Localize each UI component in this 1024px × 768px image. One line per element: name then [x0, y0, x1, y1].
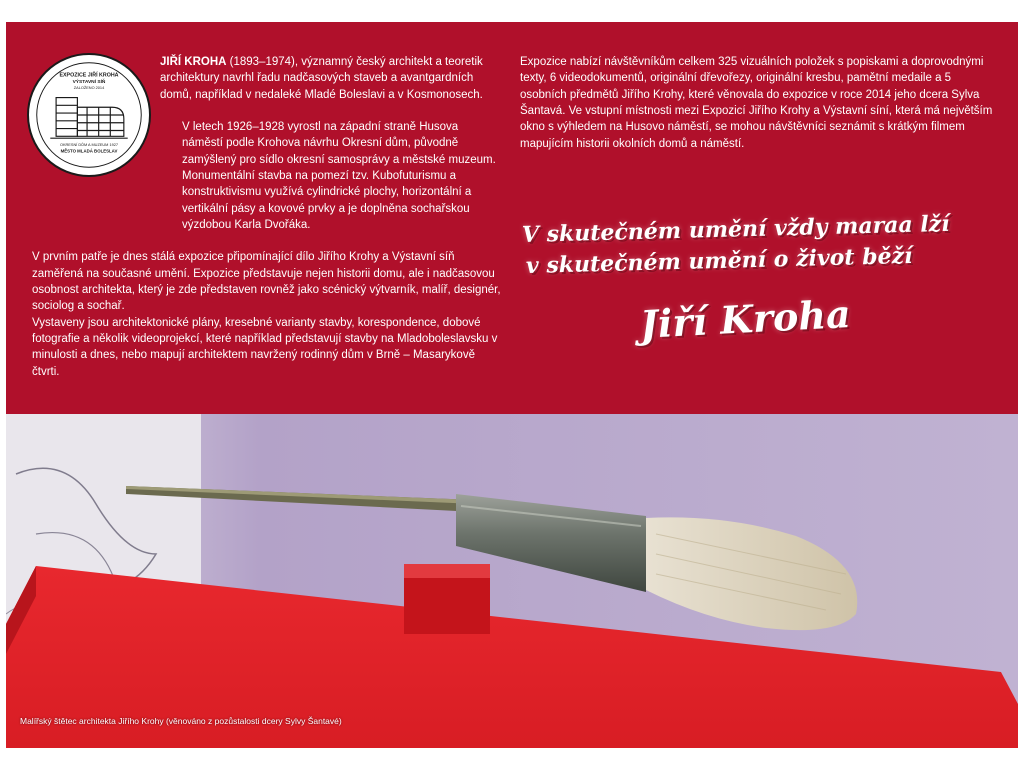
paintbrush-illustration: [6, 414, 1018, 748]
history-paragraph: V letech 1926–1928 vyrostl na západní straně Husova náměstí podle Krohova návrhu Okresní dům, původně zamýšlený pro sídlo okresní samosprávy a městské muzeum. Monumentální stavba na pomezí tzv. Kubofuturismu a konstruktivismu využívá cylindrické plochy, horizontální a vertikální pásy a kovové prvky a je doplněna sochařskou výzdobou Karla Dvořáka.: [182, 120, 496, 231]
intro-text: (1893–1974), významný český architekt a teoretik architektury navrhl řadu nadčasových staveb a avantgardních domů, například v nedaleké Mladé Boleslavi a v Kosmonosech.: [160, 56, 483, 101]
intro-paragraph: [32, 54, 502, 103]
exposition-paragraph: Expozice nabízí návštěvníkům celkem 325 vizuálních položek s popiskami a doprovodnými texty, 6 videodokumentů, originální dřevořezy, originální kresbu, pamětní medaile a 5 osobních předmětů Jiřího Krohy, které věnovala do expozice v roce 2014 jeho dcera Sylva Šantavá. Ve vstupní místnosti mezi Expozicí Jiřího Krohy a Výstavní síní, která má největším okno s výhledem na Husovo náměstí, se mohou návštěvníci seznámit s krátkým filmem mapujícím historii okolních domů a náměstí.: [520, 56, 993, 150]
stamp-bottom-line1: OKRESNÍ DŮM A MUZEUM 1927: [59, 141, 119, 147]
architect-name: JIŘÍ KROHA: [160, 56, 227, 68]
photo-caption: Malířský štětec architekta Jiřího Krohy (věnováno z pozůstalosti dcery Sylvy Šantavé): [20, 716, 342, 726]
right-text-column: [520, 54, 996, 152]
exhibition-paragraph: V prvním patře je dnes stálá expozice připomínající dílo Jiřího Krohy a Výstavní síň zaměřená na současné umění. Expozice představuje nejen historii domu, ale i nadčasovou osobnost architekta, který je zde představen rovněž jako scénický výtvarník, malíř, designér, sociolog a sochař.: [32, 251, 501, 313]
stamp-top-line2: VÝSTAVNÍ SÍŇ: [72, 80, 106, 86]
stamp-bottom-line2: MĚSTO MLADÁ BOLESLAV: [60, 148, 118, 154]
exhibits-paragraph: Vystaveny jsou architektonické plány, kresebné varianty stavby, korespondence, dobové fotografie a několik videoprojekcí, které například představují stavby na Mladoboleslavsku v minulosti a dnes, nebo mapují architektem navržený rodinný dům v Brně – Masarykově čtvrti.: [32, 316, 498, 378]
left-text-column: [32, 54, 502, 380]
paintbrush-photo: [6, 414, 1018, 748]
handwritten-quote-line2: v skutečném umění o život běží: [525, 242, 913, 279]
stamp-top-line3: ZALOŽENO 2014: [73, 84, 105, 90]
handwritten-signature: Jiří Kroha: [638, 291, 852, 347]
handwritten-quote-line1: V skutečném umění vždy maraa lží: [521, 210, 950, 248]
stamp-top-line1: EXPOZICE JIŘÍ KROHA: [59, 72, 119, 79]
